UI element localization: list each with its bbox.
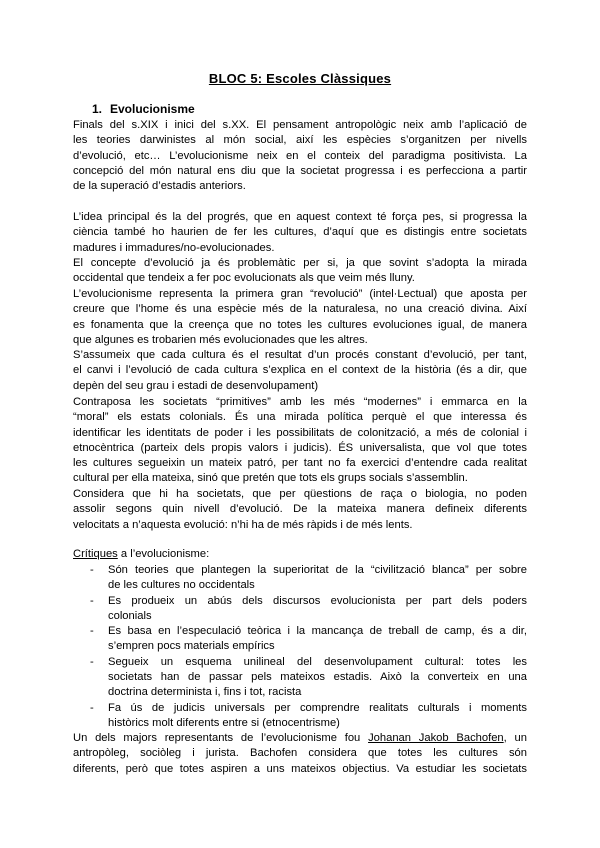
paragraph-line: antropòleg, sociòleg i jurista. Bachofen considera que totes les cultures són <box>73 747 527 760</box>
paragraph-1 <box>73 118 527 194</box>
list-item-line: s’empren pocs materials empírics <box>108 640 275 653</box>
paragraph-line: L’evolucionisme representa la primera gran “revolució” (intel·Lectual) que aposta per <box>73 288 527 300</box>
section-number: 1. <box>92 102 103 116</box>
paragraph-line: de la superació d’estadis anteriors. <box>73 180 246 193</box>
list-item <box>90 594 527 625</box>
list-item-line: doctrina determinista i, fins i tot, racista <box>108 686 302 699</box>
paragraph-line: madures i immadures/no-evolucionades. <box>73 241 275 254</box>
paragraph-line: El concepte d’evolució ja és problemàtic per si, ja que sovint s’adopta la mirada <box>73 256 527 269</box>
text-run: , un <box>503 732 527 744</box>
paragraph-line: diferents, però que totes aspiren a uns mateixos objectius. Va estudiar les societats <box>73 762 527 775</box>
list-dash: - <box>90 655 94 668</box>
list-item-line: històrics molt diferents entre si (etnocentrisme) <box>108 716 340 729</box>
list-item <box>90 701 527 732</box>
list-item <box>90 624 527 655</box>
paragraph-line: “moral” els estats colonials. És una mirada política perquè el que interessa és <box>73 411 527 424</box>
critiques-suffix: a l’evolucionisme: <box>117 548 210 560</box>
critiques-label: Crítiques <box>73 548 118 560</box>
paragraph-line: assolir segons quin nivell d’evolució. De la mateixa manera defineix diferents <box>73 503 527 516</box>
paragraph-line: el canvi i l’evolució de cada cultura s’explica en el context de la història (és a dir, que <box>73 364 527 377</box>
paragraph-line: concepció del món natural ens diu que la societat progressa i es perfecciona a partir <box>73 164 527 177</box>
critiques-heading <box>73 547 209 562</box>
section-title: Evolucionisme <box>110 102 195 116</box>
paragraph-line: creure que l’home és una espècie més de la naturalesa, no una creació divina. Així <box>73 303 527 316</box>
list-item-line: Es basa en l’especulació teòrica i la mancança de treball de camp, és a dir, <box>108 625 527 638</box>
paragraph-line: les cultures segueixin un mateix patró, per tant no fa exercici d’entendre cada realitat <box>73 457 527 470</box>
paragraph-line: identificar les identitats de poder i les possibilitats de colonització, a més de colonial i <box>73 426 527 439</box>
paragraph-line: Finals del s.XIX i inici del s.XX. El pensament antropològic neix amb l’aplicació de <box>73 119 527 131</box>
list-item-line: Són teories que plantegen la superioritat de la “civilització blanca” per sobre <box>108 564 527 576</box>
list-item-line: societats han de passar pels mateixos estadis. Això la converteix en una <box>108 671 527 684</box>
list-item-line: colonials <box>108 609 152 622</box>
section-heading <box>92 102 195 116</box>
page-title: BLOC 5: Escoles Clàssiques <box>208 71 392 86</box>
author-name: Johanan Jakob Bachofen <box>368 732 504 744</box>
paragraph-line: L’idea principal és la del progrés, que en aquest context té força pes, si progressa la <box>73 211 527 223</box>
list-dash: - <box>90 594 94 607</box>
paragraph-line: velocitats a n’aquesta evolució: n’hi ha de més ràpids i de més lents. <box>73 518 413 531</box>
list-item-line: Es produeix un abús dels discursos evolucionista per part dels poders <box>108 594 527 607</box>
critiques-list <box>90 563 527 731</box>
paragraph-line: S’assumeix que cada cultura és el resultat d’un procés constant d’evolució, per tant, <box>73 349 527 362</box>
paragraph-line: d’evolució, etc… L’evolucionisme neix en el conteix del paradigma positivista. La <box>73 149 527 162</box>
list-item-line: Fa ús de judicis universals per comprendre realitats culturals i moments <box>108 701 527 714</box>
paragraph-3 <box>73 287 527 394</box>
list-item <box>90 563 527 594</box>
list-dash: - <box>90 564 94 576</box>
list-item-line: Segueix un esquema unilineal del desenvolupament cultural: totes les <box>108 655 527 668</box>
list-item-line: de les cultures no occidentals <box>108 579 255 592</box>
paragraph-line: les teories darwinistes al món social, així les espècies s’organitzen per nivells <box>73 134 527 147</box>
list-dash: - <box>90 625 94 638</box>
list-item <box>90 655 527 701</box>
paragraph-4 <box>73 395 527 487</box>
paragraph-line: ciència també ho haurien de fer les cultures, d’aquí que es distingis entre societats <box>73 226 527 239</box>
paragraph-line: Considera que hi ha societats, que per qüestions de raça o biologia, no poden <box>73 488 527 500</box>
paragraph-line: que algunes es trobarien més evolucionades que les altres. <box>73 333 368 346</box>
paragraph-line <box>73 731 527 746</box>
paragraph-line: etnocèntrica (parteix dels propis valors i judicis). ÉS universalista, que vol que totes <box>73 441 527 454</box>
text-run: Un dels majors representants de l’evolucionisme fou <box>73 732 369 744</box>
paragraph-line: Contraposa les societats “primitives” amb les més “modernes” i emmarca en la <box>73 396 527 408</box>
paragraph-2 <box>73 210 527 286</box>
paragraph-line: occidental que tendeix a fer poc evolucionats als que veim més lluny. <box>73 272 415 285</box>
paragraph-6 <box>73 731 527 777</box>
paragraph-5 <box>73 487 527 533</box>
paragraph-line: es fonamenta que la creença que no totes les cultures evoluciones igual, de manera <box>73 318 527 331</box>
paragraph-line: cultural per ella mateixa, sinó que pretén que tots els grups socials s’assemblin. <box>73 472 468 485</box>
paragraph-line: depèn del seu grau i estadi de desenvolupament) <box>73 379 319 392</box>
list-dash: - <box>90 701 94 714</box>
